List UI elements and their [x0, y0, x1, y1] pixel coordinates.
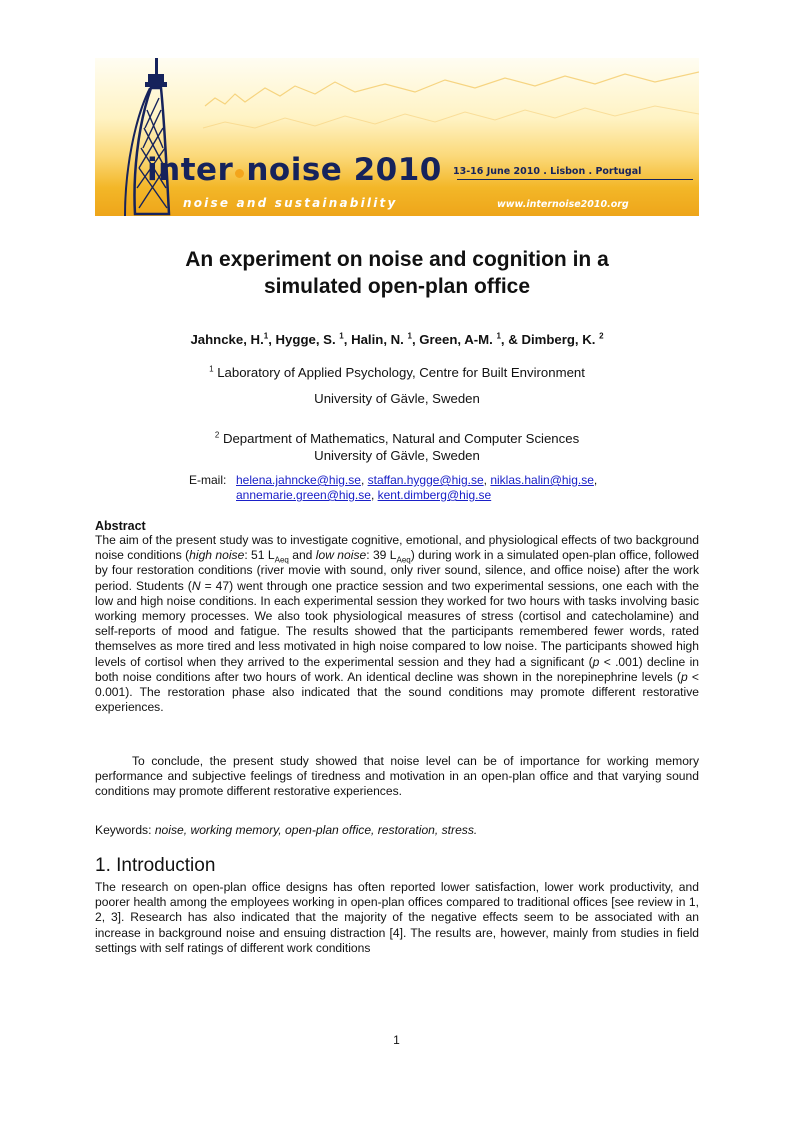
affiliation-sup: 1 [209, 364, 214, 374]
affiliation-2 [95, 430, 699, 464]
abstract-text: < .001) decline in both noise conditions after two hours of work. An identical decline was shown in the norepinephrine levels ( [95, 654, 699, 684]
author-name: Halin, N. [351, 332, 408, 347]
brand-part2: noise 2010 [246, 152, 442, 188]
affiliation-line: University of Gävle, Sweden [314, 448, 480, 463]
brand-logo-text [147, 152, 442, 188]
affiliation-line: Department of Mathematics, Natural and Computer Sciences [222, 431, 580, 446]
author-separator: , [343, 332, 352, 347]
author-affil-sup: 1 [263, 331, 269, 341]
author-name: Hygge, S. [275, 332, 340, 347]
author-affil-sup: 1 [407, 331, 412, 341]
author-separator: , [411, 332, 420, 347]
keywords [95, 823, 699, 838]
conference-tagline: noise and sustainability [183, 196, 398, 210]
title-line-1: An experiment on noise and cognition in a [185, 248, 609, 271]
keywords-list: noise, working memory, open-plan office, restoration, stress. [154, 823, 478, 837]
title-line-2: simulated open-plan office [263, 275, 531, 298]
author-separator: , [268, 332, 276, 347]
email-list: helena.jahncke@hig.se, staffan.hygge@hig.se, niklas.halin@hig.se, annemarie.green@hig.se, kent.dimberg@hig.se [236, 473, 598, 502]
abstract-text: The aim of the present study was to investigate cognitive, emotional, and physiological effects of two background noise conditions ( [95, 533, 699, 563]
affiliation-1 [95, 364, 699, 407]
p-symbol: p [592, 654, 600, 669]
keywords-label: Keywords: [95, 823, 155, 837]
abstract-paragraph-1 [95, 533, 699, 715]
brand-part1: inter [147, 152, 234, 188]
email-label: E-mail: [189, 473, 227, 487]
high-noise-label: high noise [189, 548, 245, 563]
conference-url: www.internoise2010.org [497, 199, 629, 210]
email-link[interactable]: staffan.hygge@hig.se [367, 473, 484, 487]
affiliation-line: University of Gävle, Sweden [314, 391, 480, 406]
tower-skyline-graphic [95, 58, 699, 216]
paper-title [95, 246, 699, 300]
email-link[interactable]: niklas.halin@hig.se [490, 473, 594, 487]
page-number: 1 [393, 1033, 400, 1047]
low-noise-value: : 39 L [366, 548, 397, 563]
abstract-paragraph-2: To conclude, the present study showed that noise level can be of importance for working memory performance and subjective feelings of tiredness and motivation in an open-plan office and that varying sound conditions may promote different restorative experiences. [95, 754, 699, 799]
introduction-paragraph: The research on open-plan office designs has often reported lower satisfaction, lower work productivity, and poorer health among the employees working in open-plan offices compared to traditional offices [see review in 1, 2, 3]. Research has also indicated that the majority of the negative effects seem to be associated with an increase in background noise and ensuing distraction [4]. The results are, however, mainly from studies in field settings with self ratings of different work conditions [95, 880, 699, 955]
abstract-text: ) during work in a simulated open-plan office, followed by four restoration conditions (river movie with sound, only river sound, silence, and office noise) after the work period. Students ( [95, 548, 700, 593]
p-symbol: p [680, 669, 688, 684]
abstract-text: < 0.001). The restoration phase also indicated that the sound conditions may promote different restorative experiences. [95, 669, 699, 715]
high-noise-value: : 51 L [244, 548, 275, 563]
author-name: Green, A-M. [419, 332, 497, 347]
abstract-text: = 47) went through one practice session and two experimental sessions, one each with the low and high noise conditions. In each experimental session they worked for two hours with tasks involving basic working memory processes. We also took physiological measures of stress (cortisol and catecholamine) and self-reports of mood and fatigue. The results showed that the participants remembered fewer words, rated themselves as more tired and less motivated in high noise compared to low noise. The participants showed high levels of cortisol when they arrived to the experimental session and they had a significant ( [95, 578, 700, 669]
laeq-subscript: Aeq [396, 555, 411, 565]
laeq-subscript: Aeq [274, 555, 289, 565]
abstract-text: and [288, 548, 316, 563]
author-name: Jahncke, H. [190, 332, 264, 347]
author-list [95, 332, 699, 347]
affiliation-line: Laboratory of Applied Psychology, Centre for Built Environment [217, 365, 585, 380]
author-separator: , & [500, 332, 522, 347]
banner-divider [457, 179, 693, 180]
email-link[interactable]: annemarie.green@hig.se [236, 488, 371, 502]
low-noise-label: low noise [315, 548, 367, 563]
conference-date-location: 13-16 June 2010 . Lisbon . Portugal [453, 166, 642, 177]
author-affil-sup: 2 [599, 331, 604, 341]
email-link[interactable]: kent.dimberg@hig.se [377, 488, 492, 502]
author-affil-sup: 1 [339, 331, 344, 341]
abstract-heading: Abstract [95, 519, 146, 533]
n-symbol: N [191, 578, 201, 593]
conference-banner [95, 58, 699, 216]
email-link[interactable]: helena.jahncke@hig.se [236, 473, 361, 487]
author-affil-sup: 1 [496, 331, 501, 341]
author-name: Dimberg, K. [521, 332, 600, 347]
section-heading-introduction: 1. Introduction [95, 855, 216, 876]
brand-dot [235, 169, 244, 178]
affiliation-sup: 2 [214, 430, 220, 440]
